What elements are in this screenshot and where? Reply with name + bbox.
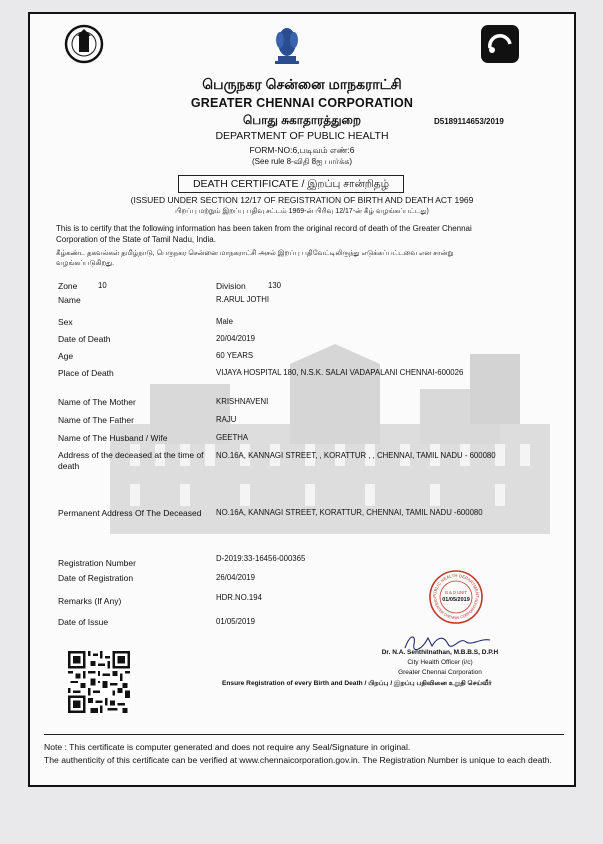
stamp-date: 01/05/2019 xyxy=(442,597,470,603)
permanent-address-label: Permanent Address Of The Deceased xyxy=(58,508,202,518)
reference-number: D5189114653/2019 xyxy=(434,117,504,126)
certify-text: This is to certify that the following information has been taken from the original record of death of the Greater Chennai Corporation of the State of Tamil Nadu, India. xyxy=(56,224,472,244)
footer-divider xyxy=(44,734,564,735)
registration-date-label: Date of Registration xyxy=(58,573,134,583)
father-label: Name of The Father xyxy=(58,415,134,425)
division-label: Division xyxy=(216,281,246,291)
name-value: R.ARUL JOTHI xyxy=(216,295,269,304)
remarks-label: Remarks (If Any) xyxy=(58,596,122,606)
age-label: Age xyxy=(58,351,74,361)
signatory-title: City Health Officer (i/c) xyxy=(407,659,473,666)
sex-value: Male xyxy=(216,317,233,326)
mother-label: Name of The Mother xyxy=(58,397,136,407)
title-tamil: பெருநகர சென்னை மாநகராட்சி xyxy=(202,76,402,92)
department-name: DEPARTMENT OF PUBLIC HEALTH xyxy=(215,130,389,142)
registration-number-value: D-2019:33-16456-000365 xyxy=(216,554,306,563)
zone-value: 10 xyxy=(98,281,107,290)
address-at-death-label: Address of the deceased at the time of death xyxy=(58,450,204,471)
husband-wife-label: Name of The Husband / Wife xyxy=(58,433,168,443)
division-value: 130 xyxy=(268,281,282,290)
remarks-value: HDR.NO.194 xyxy=(216,593,262,602)
certificate-sheet xyxy=(28,12,576,787)
place-of-death-label: Place of Death xyxy=(58,368,114,378)
signatory-name: Dr. N.A. Senthilnathan, M.B.B.S, D.P.H xyxy=(381,649,499,656)
age-value: 60 YEARS xyxy=(216,351,254,360)
permanent-address-value: NO.16A, KANNAGI STREET, KORATTUR, CHENNAI, TAMIL NADU -600080 xyxy=(216,508,483,517)
form-number: FORM-NO:6,படிவம் எண்:6 xyxy=(249,145,355,155)
registration-date-value: 26/04/2019 xyxy=(216,573,256,582)
sex-label: Sex xyxy=(58,317,73,327)
date-of-death-label: Date of Death xyxy=(58,334,111,344)
national-emblem-icon xyxy=(270,22,304,68)
certify-text-tamil: கீழ்கண்ட தகவல்கள் தமிழ்நாடு, பெருநகர சென்னை மாநகராட்சி அசல் இறப்பு பதிவேட்டிலிருந்து எடுக்கப்பட்டவை என சான்று வழங்கப்படுகிறது. xyxy=(56,250,454,267)
footer-verification-note: The authenticity of this certificate can be verified at www.chennaicorporation.gov.in. The Registration Number is unique to each death. xyxy=(44,755,552,765)
issue-date-value: 01/05/2019 xyxy=(216,617,256,626)
address-at-death-value: NO.16A, KANNAGI STREET, , KORATTUR , , CHENNAI, TAMIL NADU - 600080 xyxy=(216,451,496,460)
husband-wife-value: GEETHA xyxy=(216,433,249,442)
corporation-name: GREATER CHENNAI CORPORATION xyxy=(190,96,414,110)
certificate-title: DEATH CERTIFICATE / இறப்பு சான்றிதழ் xyxy=(178,175,404,193)
signatory-organization: Greater Chennai Corporation xyxy=(398,669,482,676)
stamp-top-text: PUBLIC HEALTH DEPARTMENT xyxy=(431,572,481,598)
father-value: RAJU xyxy=(216,415,237,424)
mother-value: KRISHNAVENI xyxy=(216,397,269,406)
zone-label: Zone xyxy=(58,281,78,291)
issue-date-label: Date of Issue xyxy=(58,617,109,627)
footer-note: Note : This certificate is computer generated and does not require any Seal/Signature in original. xyxy=(44,742,411,752)
stamp-unit: B & D UNIT xyxy=(445,590,467,595)
tamil-nadu-emblem-icon xyxy=(64,24,104,64)
place-of-death-value: VIJAYA HOSPITAL 180, N.S.K. SALAI VADAPALANI CHENNAI-600026 xyxy=(216,368,464,377)
ensure-registration-text: Ensure Registration of every Birth and Death / பிறப்பு / இறப்பு பதிவினை உறுதி செய்வீர் xyxy=(222,680,492,687)
date-of-death-value: 20/04/2019 xyxy=(216,334,256,343)
official-stamp xyxy=(428,569,484,625)
registration-number-label: Registration Number xyxy=(58,558,136,568)
issued-under-tamil: பிறப்பு மற்றும் இறப்பு பதிவு சட்டம் 1969-ன் பிரிவு 12/17-ன் கீழ் வழங்கப்பட்டது) xyxy=(175,208,429,215)
qr-code xyxy=(68,651,130,713)
rule-reference: (See rule 8-விதி 8ஐ பார்க்க) xyxy=(252,157,352,166)
department-tamil: பொது சுகாதாரத்துறை xyxy=(242,113,362,127)
corporation-logo-icon xyxy=(480,24,520,64)
stamp-bottom-text: GREATER CHENNAI CORPORATION xyxy=(433,598,479,621)
issued-under: (ISSUED UNDER SECTION 12/17 OF REGISTRATION OF BIRTH AND DEATH ACT 1969 xyxy=(130,195,474,205)
name-label: Name xyxy=(58,295,81,305)
